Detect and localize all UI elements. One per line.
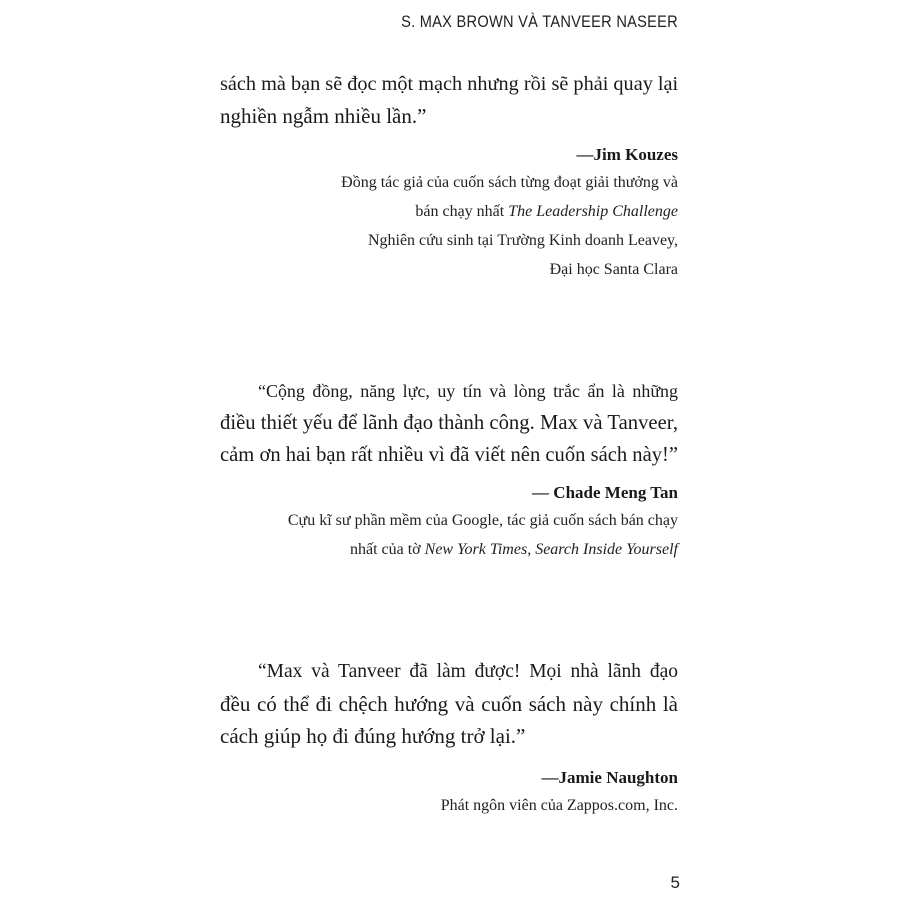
author-credit-line <box>220 506 678 535</box>
credit-text: bán chạy nhất <box>415 203 509 220</box>
quote-line: điều thiết yếu để lãnh đạo thành công. Max và Tanveer, <box>220 412 678 434</box>
credit-text: Đại học Santa Clara <box>549 261 678 278</box>
book-title: New York Times, Search Inside Yourself <box>424 541 678 558</box>
credit-text: Nghiên cứu sinh tại Trường Kinh doanh Leavey, <box>367 232 678 249</box>
credit-text: Đồng tác giả của cuốn sách từng đoạt giải thưởng và <box>341 174 678 191</box>
quote-block-meng-tan <box>220 375 678 564</box>
quote-block-naughton <box>220 656 678 820</box>
author-credit-line <box>220 255 678 284</box>
quote-line: “Max và Tanveer đã làm được! Mọi nhà lãnh đạo <box>258 661 678 682</box>
quote-text <box>220 656 678 752</box>
author-credit-line <box>220 168 678 197</box>
book-title: The Leadership Challenge <box>508 203 678 220</box>
running-head: S. MAX BROWN VÀ TANVEER NASEER <box>401 12 678 31</box>
quote-line: cách giúp họ đi đúng hướng trở lại.” <box>220 724 526 748</box>
credit-text: Phát ngôn viên của Zappos.com, Inc. <box>440 797 678 814</box>
credit-text: Cựu kĩ sư phần mềm của Google, tác giả cuốn sách bán chạy <box>287 512 678 529</box>
quote-line: sách mà bạn sẽ đọc một mạch nhưng rồi sẽ phải quay lại <box>220 73 679 95</box>
attribution <box>220 142 678 284</box>
author-name: —Jamie Naughton <box>541 768 678 787</box>
quote-line: nghiền ngẫm nhiều lần.” <box>220 104 427 128</box>
quote-block-kouzes <box>220 68 678 284</box>
page-number: 5 <box>670 873 680 892</box>
attribution <box>220 480 678 564</box>
attribution <box>220 765 678 820</box>
author-credit-line <box>220 197 678 226</box>
quote-text <box>220 375 678 471</box>
credit-text: nhất của tờ <box>349 541 425 558</box>
quote-text <box>220 68 678 132</box>
author-credit-line <box>220 226 678 255</box>
author-credit-line <box>220 791 678 820</box>
author-name: —Jim Kouzes <box>576 145 678 164</box>
quote-line: đều có thể đi chệch hướng và cuốn sách này chính là <box>220 692 678 716</box>
quote-line: “Cộng đồng, năng lực, uy tín và lòng trắc ẩn là những <box>258 381 678 401</box>
author-credit-line <box>220 535 678 564</box>
quote-line: cảm ơn hai bạn rất nhiều vì đã viết nên cuốn sách này!” <box>220 444 678 466</box>
author-name: — Chade Meng Tan <box>532 483 678 502</box>
